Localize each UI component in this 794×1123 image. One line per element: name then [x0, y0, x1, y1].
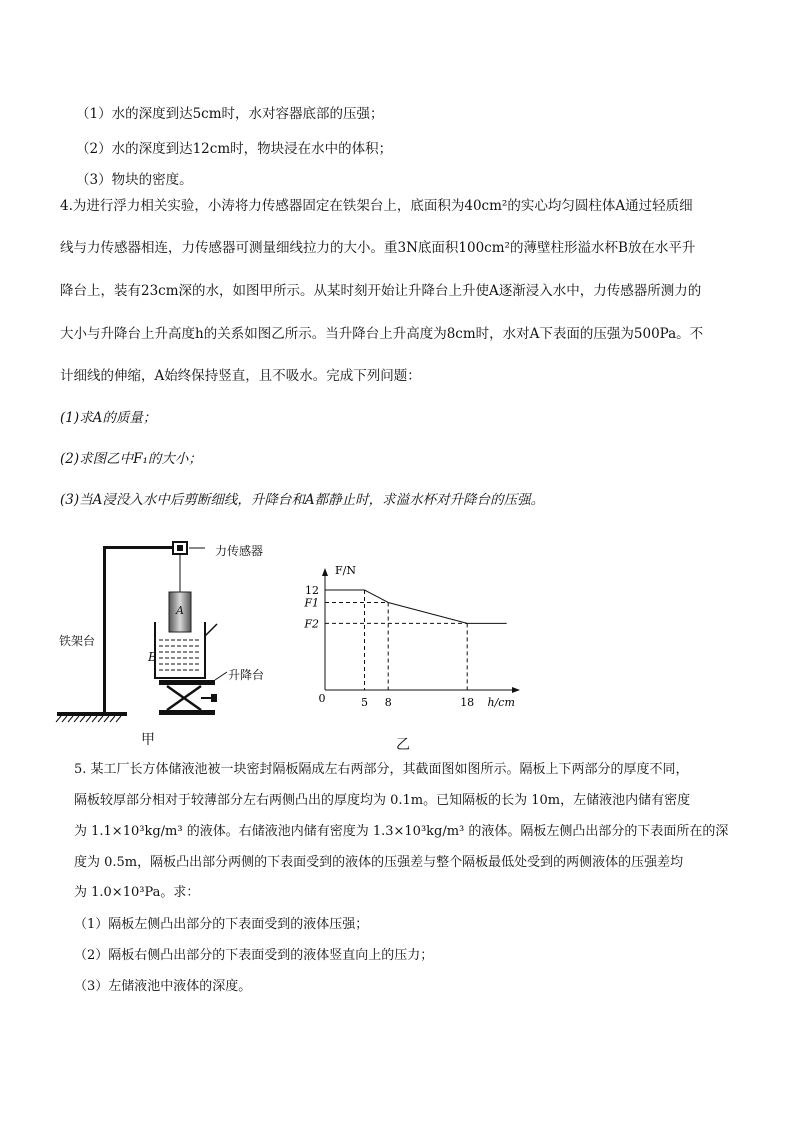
q4-sub-3: (3)当A浸没入水中后剪断细线，升降台和A都静止时，求溢水杯对升降台的压强。 — [60, 492, 545, 508]
q5-line-3: 为 1.1×10³kg/m³ 的液体。右储液池内储有密度为 1.3×10³kg/m³ 的液体。隔板左侧凸出部分的下表面所在的深 — [74, 824, 729, 839]
y-tick-f2: F2 — [304, 617, 319, 631]
platform-bottom — [159, 710, 215, 715]
caption-jia: 甲 — [141, 732, 155, 748]
stand-rod — [103, 546, 106, 712]
y-axis-arrow — [322, 568, 328, 576]
lift-knob — [211, 694, 217, 702]
q4-line-5: 计细线的伸缩，A始终保持竖直，且不吸水。完成下列问题： — [60, 368, 421, 384]
cup-b-label: B — [148, 650, 157, 664]
y-axis-label: F/N — [335, 564, 356, 577]
q4-sub-2: (2)求图乙中F₁的大小； — [60, 451, 202, 467]
stand-arm — [103, 546, 183, 549]
q5-line-4: 度为 0.5m，隔板凸出部分两侧的下表面受到的液体的压强差与整个隔板最低处受到的两侧液体的压强差均 — [74, 855, 684, 870]
y-tick-f1: F1 — [304, 596, 319, 610]
x-axis-arrow — [512, 687, 520, 693]
force-curve — [325, 590, 507, 623]
platform-top — [159, 680, 215, 685]
stand-label: 铁架台 — [59, 634, 96, 648]
q3-item-3: （3）物块的密度。 — [76, 172, 193, 188]
cup-spout — [205, 624, 217, 636]
x-axis-label: h/cm — [487, 696, 515, 709]
q4-line-3: 降台上，装有23cm深的水，如图甲所示。从某时刻开始让升降台上升使A逐渐浸入水中，力传感器所测力的 — [60, 283, 702, 299]
q5-item-2: （2）隔板右侧凸出部分的下表面受到的液体竖直向上的压力； — [74, 948, 434, 963]
stand-base — [57, 712, 127, 716]
platform-label: 升降台 — [228, 668, 265, 682]
figure-jia — [55, 540, 295, 745]
figure-yi — [300, 560, 530, 740]
q4-line-2: 线与力传感器相连，力传感器可测量细线拉力的大小。重3N底面积100cm²的薄壁柱形溢水杯B放在水平升 — [60, 240, 696, 256]
x-tick-18: 18 — [460, 696, 475, 709]
q4-line-4: 大小与升降台上升高度h的关系如图乙所示。当升降台上升高度为8cm时，水对A下表面的压强为500Pa。不 — [60, 326, 704, 342]
sensor-label: 力传感器 — [215, 544, 264, 558]
q5-line-5: 为 1.0×10³Pa。求： — [74, 885, 200, 900]
x-tick-5: 5 — [361, 696, 368, 709]
origin-label: 0 — [318, 692, 326, 705]
caption-yi: 乙 — [396, 737, 410, 753]
x-tick-8: 8 — [384, 696, 392, 709]
q3-item-1: （1）水的深度到达5cm时，水对容器底部的压强； — [76, 106, 384, 122]
force-height-graph — [300, 560, 530, 740]
q3-item-2: （2）水的深度到达12cm时，物块浸在水中的体积； — [76, 141, 393, 157]
q5-line-1: 5. 某工厂长方体储液池被一块密封隔板隔成左右两部分，其截面图如图所示。隔板上下两部分的厚度不同， — [74, 762, 689, 777]
scissor-lift — [167, 686, 201, 710]
water-lines — [159, 640, 201, 670]
q5-item-1: （1）隔板左侧凸出部分的下表面受到的液体压强； — [74, 917, 369, 932]
q4-sub-1: (1)求A的质量； — [60, 410, 157, 426]
ground-hatch — [56, 716, 121, 722]
q5-line-2: 隔板较厚部分相对于较薄部分左右两侧凸出的厚度均为 0.1m。已知隔板的长为 10m，左储液池内储有密度 — [74, 793, 691, 808]
block-a-label: A — [176, 604, 184, 617]
q4-line-1: 4.为进行浮力相关实验，小涛将力传感器固定在铁架台上，底面积为40cm²的实心均匀圆柱体A通过轻质细 — [60, 198, 693, 214]
y-tick-12: 12 — [305, 584, 319, 597]
q5-item-3: （3）左储液池中液体的深度。 — [74, 979, 252, 994]
